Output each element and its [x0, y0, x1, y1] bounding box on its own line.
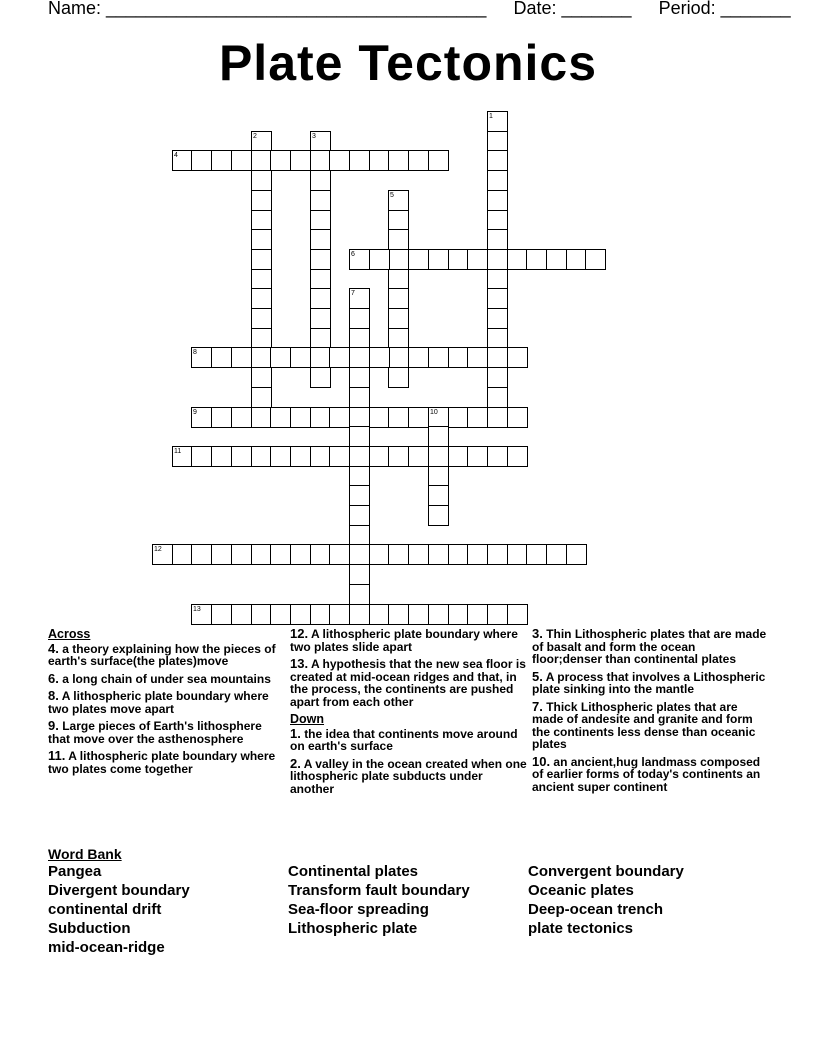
cell-number: 12	[154, 546, 162, 553]
crossword-cell[interactable]	[172, 446, 193, 467]
crossword-cell[interactable]	[191, 347, 212, 368]
word-bank-item: Divergent boundary	[48, 882, 190, 899]
crossword-cell[interactable]	[310, 308, 331, 329]
crossword-cell[interactable]	[349, 347, 370, 368]
crossword-cell[interactable]	[172, 150, 193, 171]
crossword-cell[interactable]	[329, 446, 350, 467]
cell-number: 3	[312, 133, 316, 140]
crossword-cell[interactable]	[349, 485, 370, 506]
crossword-cell[interactable]	[251, 170, 272, 191]
across-heading: Across	[48, 627, 91, 641]
crossword-cell[interactable]	[487, 190, 508, 211]
crossword-cell[interactable]	[487, 347, 508, 368]
crossword-cell[interactable]	[448, 407, 469, 428]
clue-down-3: 3. Thin Lithospheric plates that are made of basalt and form the ocean floor;denser than continental plates	[532, 626, 767, 666]
crossword-cell[interactable]	[487, 308, 508, 329]
crossword-cell[interactable]	[191, 150, 212, 171]
crossword-cell[interactable]	[546, 249, 567, 270]
crossword-cell[interactable]	[349, 604, 370, 625]
crossword-cell[interactable]	[251, 308, 272, 329]
crossword-cell[interactable]	[251, 288, 272, 309]
crossword-cell[interactable]	[310, 150, 331, 171]
crossword-cell[interactable]	[507, 446, 528, 467]
cell-number: 11	[174, 448, 182, 455]
crossword-cell[interactable]	[388, 544, 409, 565]
crossword-cell[interactable]	[369, 544, 390, 565]
crossword-cell[interactable]	[310, 170, 331, 191]
crossword-cell[interactable]	[487, 544, 508, 565]
crossword-cell[interactable]	[310, 544, 331, 565]
word-bank-col2	[288, 862, 470, 938]
crossword-cell[interactable]	[428, 446, 449, 467]
crossword-cell[interactable]	[251, 229, 272, 250]
crossword-cell[interactable]	[487, 269, 508, 290]
crossword-cell[interactable]	[428, 347, 449, 368]
cell-number: 13	[193, 606, 201, 613]
crossword-cell[interactable]	[388, 190, 409, 211]
word-bank-item: Pangea	[48, 863, 102, 880]
crossword-cell[interactable]	[270, 446, 291, 467]
crossword-cell[interactable]	[369, 407, 390, 428]
crossword-cell[interactable]	[487, 604, 508, 625]
crossword-cell[interactable]	[251, 387, 272, 408]
crossword-cell[interactable]	[428, 505, 449, 526]
crossword-cell[interactable]	[211, 150, 232, 171]
crossword-cell[interactable]	[388, 604, 409, 625]
crossword-cell[interactable]	[290, 347, 311, 368]
crossword-cell[interactable]	[428, 407, 449, 428]
cell-number: 2	[253, 133, 257, 140]
crossword-cell[interactable]	[526, 249, 547, 270]
word-bank-item: mid-ocean-ridge	[48, 939, 165, 956]
crossword-cell[interactable]	[251, 269, 272, 290]
crossword-cell[interactable]	[388, 367, 409, 388]
crossword-cell[interactable]	[349, 328, 370, 349]
crossword-cell[interactable]	[526, 544, 547, 565]
crossword-cell[interactable]	[310, 229, 331, 250]
crossword-cell[interactable]	[408, 446, 429, 467]
clue-down-5: 5. A process that involves a Lithospheric plate sinking into the mantle	[532, 668, 766, 696]
crossword-cell[interactable]	[251, 367, 272, 388]
word-bank-item: Subduction	[48, 920, 131, 937]
crossword-cell[interactable]	[349, 249, 370, 270]
crossword-cell[interactable]	[251, 446, 272, 467]
crossword-cell[interactable]	[408, 347, 429, 368]
crossword-cell[interactable]	[349, 446, 370, 467]
crossword-cell[interactable]	[448, 249, 469, 270]
crossword-cell[interactable]	[448, 446, 469, 467]
crossword-cell[interactable]	[388, 328, 409, 349]
crossword-cell[interactable]	[546, 544, 567, 565]
crossword-cell[interactable]	[349, 544, 370, 565]
down-heading: Down	[290, 712, 325, 726]
clue-down-2: 2. A valley in the ocean created when one lithospheric plate subducts under another	[290, 755, 527, 796]
name-field[interactable]: Name: ______________________________________	[48, 0, 487, 18]
crossword-cell[interactable]	[467, 544, 488, 565]
crossword-cell[interactable]	[487, 407, 508, 428]
down-clues-col3	[532, 628, 768, 798]
word-bank-item: Sea-floor spreading	[288, 901, 429, 918]
cell-number: 6	[351, 251, 355, 258]
word-bank-col3	[528, 862, 684, 938]
word-bank-col1	[48, 862, 190, 957]
crossword-cell[interactable]	[231, 407, 252, 428]
crossword-cell[interactable]	[428, 485, 449, 506]
crossword-cell[interactable]	[191, 407, 212, 428]
crossword-cell[interactable]	[487, 210, 508, 231]
clues-col2	[290, 628, 530, 800]
crossword-cell[interactable]	[270, 150, 291, 171]
crossword-cell[interactable]	[467, 249, 488, 270]
crossword-cell[interactable]	[388, 347, 409, 368]
clue-across-6: 6. a long chain of under sea mountains	[48, 670, 271, 686]
crossword-cell[interactable]	[191, 446, 212, 467]
cell-number: 1	[489, 113, 493, 120]
clue-across-11: 11. A lithospheric plate boundary where two plates come together	[48, 748, 276, 776]
crossword-cell[interactable]	[388, 446, 409, 467]
date-field[interactable]: Date: _______	[513, 0, 632, 18]
clue-down-10: 10. an ancient,hug landmass composed of earlier forms of today's continents an ancient super continent	[532, 753, 761, 794]
crossword-cell[interactable]	[310, 446, 331, 467]
crossword-cell[interactable]	[231, 604, 252, 625]
crossword-cell[interactable]	[251, 150, 272, 171]
crossword-cell[interactable]	[369, 150, 390, 171]
crossword-cell[interactable]	[369, 446, 390, 467]
crossword-cell[interactable]	[310, 367, 331, 388]
crossword-cell[interactable]	[310, 604, 331, 625]
clue-across-12: 12. A lithospheric plate boundary where two plates slide apart	[290, 626, 518, 654]
crossword-cell[interactable]	[388, 288, 409, 309]
crossword-cell[interactable]	[329, 604, 350, 625]
crossword-cell[interactable]	[487, 170, 508, 191]
crossword-cell[interactable]	[310, 288, 331, 309]
crossword-cell[interactable]	[231, 544, 252, 565]
crossword-cell[interactable]	[251, 210, 272, 231]
crossword-cell[interactable]	[349, 308, 370, 329]
crossword-cell[interactable]	[152, 544, 173, 565]
crossword-cell[interactable]	[349, 367, 370, 388]
crossword-cell[interactable]	[251, 328, 272, 349]
crossword-cell[interactable]	[487, 111, 508, 132]
crossword-cell[interactable]	[290, 407, 311, 428]
crossword-cell[interactable]	[408, 544, 429, 565]
crossword-cell[interactable]	[388, 210, 409, 231]
cell-number: 7	[351, 290, 355, 297]
crossword-cell[interactable]	[487, 367, 508, 388]
crossword-cell[interactable]	[349, 150, 370, 171]
crossword-cell[interactable]	[388, 269, 409, 290]
crossword-cell[interactable]	[349, 564, 370, 585]
crossword-cell[interactable]	[428, 466, 449, 487]
crossword-cell[interactable]	[487, 328, 508, 349]
cell-number: 10	[430, 409, 438, 416]
word-bank-item: Transform fault boundary	[288, 882, 470, 899]
crossword-cell[interactable]	[211, 407, 232, 428]
crossword-cell[interactable]	[566, 249, 587, 270]
crossword-cell[interactable]	[369, 249, 390, 270]
crossword-cell[interactable]	[290, 604, 311, 625]
crossword-cell[interactable]	[270, 347, 291, 368]
word-bank-item: Deep-ocean trench	[528, 901, 664, 918]
crossword-cell[interactable]	[329, 544, 350, 565]
clue-down-1: 1. the idea that continents move around on earth's surface	[290, 725, 518, 753]
page-title: Plate Tectonics	[218, 35, 598, 91]
crossword-cell[interactable]	[507, 347, 528, 368]
crossword-cell[interactable]	[349, 505, 370, 526]
crossword-cell[interactable]	[408, 249, 429, 270]
crossword-cell[interactable]	[349, 466, 370, 487]
crossword-cell[interactable]	[507, 249, 528, 270]
crossword-cell[interactable]	[369, 347, 390, 368]
crossword-cell[interactable]	[507, 544, 528, 565]
clue-across-4: 4. a theory explaining how the pieces of earth's surface(the plates)move	[48, 640, 276, 668]
crossword-cell[interactable]	[310, 210, 331, 231]
crossword-cell[interactable]	[251, 190, 272, 211]
crossword-cell[interactable]	[349, 407, 370, 428]
crossword-cell[interactable]	[231, 150, 252, 171]
crossword-cell[interactable]	[428, 544, 449, 565]
crossword-cell[interactable]	[270, 544, 291, 565]
crossword-cell[interactable]	[467, 604, 488, 625]
crossword-cell[interactable]	[191, 544, 212, 565]
crossword-cell[interactable]	[172, 544, 193, 565]
crossword-cell[interactable]	[448, 347, 469, 368]
crossword-cell[interactable]	[408, 150, 429, 171]
crossword-cell[interactable]	[310, 190, 331, 211]
crossword-cell[interactable]	[251, 544, 272, 565]
crossword-cell[interactable]	[388, 407, 409, 428]
crossword-cell[interactable]	[211, 347, 232, 368]
cell-number: 5	[390, 192, 394, 199]
word-bank-item: Lithospheric plate	[288, 920, 418, 937]
crossword-cell[interactable]	[251, 249, 272, 270]
across-clues-col1	[48, 628, 276, 780]
crossword-cell[interactable]	[566, 544, 587, 565]
crossword-cell[interactable]	[290, 544, 311, 565]
crossword-cell[interactable]	[408, 604, 429, 625]
crossword-cell[interactable]	[329, 150, 350, 171]
crossword-cell[interactable]	[428, 426, 449, 447]
clue-across-9: 9. Large pieces of Earth's lithosphere that move over the asthenosphere	[48, 718, 262, 746]
cell-number: 9	[193, 409, 197, 416]
crossword-cell[interactable]	[388, 249, 409, 270]
crossword-cell[interactable]	[487, 446, 508, 467]
crossword-cell[interactable]	[507, 604, 528, 625]
word-bank-item: Oceanic plates	[528, 882, 634, 899]
crossword-cell[interactable]	[467, 407, 488, 428]
period-field[interactable]: Period: _______	[658, 0, 791, 18]
crossword-cell[interactable]	[251, 407, 272, 428]
cell-number: 4	[174, 152, 178, 159]
crossword-cell[interactable]	[191, 604, 212, 625]
crossword-cell[interactable]	[349, 288, 370, 309]
crossword-cell[interactable]	[388, 150, 409, 171]
crossword-cell[interactable]	[388, 308, 409, 329]
crossword-cell[interactable]	[349, 426, 370, 447]
crossword-cell[interactable]	[211, 544, 232, 565]
clue-down-7: 7. Thick Lithospheric plates that are made of andesite and granite and form the continents less dense than oceanic plates	[532, 698, 756, 751]
clue-across-13: 13. A hypothesis that the new sea floor is created at mid-ocean ridges and that, in the process, the continents are pushed apart from each other	[290, 656, 526, 709]
crossword-cell[interactable]	[310, 347, 331, 368]
word-bank-heading: Word Bank	[48, 846, 122, 862]
crossword-cell[interactable]	[310, 407, 331, 428]
word-bank-item: Convergent boundary	[528, 863, 684, 880]
crossword-cell[interactable]	[585, 249, 606, 270]
crossword-cell[interactable]	[310, 249, 331, 270]
crossword-cell[interactable]	[428, 150, 449, 171]
crossword-cell[interactable]	[310, 328, 331, 349]
crossword-cell[interactable]	[211, 446, 232, 467]
crossword-cell[interactable]	[507, 407, 528, 428]
crossword-cell[interactable]	[369, 604, 390, 625]
crossword-cell[interactable]	[231, 446, 252, 467]
crossword-cell[interactable]	[310, 269, 331, 290]
word-bank-item: continental drift	[48, 901, 162, 918]
crossword-cell[interactable]	[270, 604, 291, 625]
crossword-cell[interactable]	[290, 150, 311, 171]
crossword-cell[interactable]	[467, 347, 488, 368]
crossword-cell[interactable]	[428, 249, 449, 270]
crossword-cell[interactable]	[211, 604, 232, 625]
crossword-cell[interactable]	[251, 347, 272, 368]
crossword-cell[interactable]	[251, 131, 272, 152]
crossword-cell[interactable]	[329, 347, 350, 368]
crossword-cell[interactable]	[448, 544, 469, 565]
crossword-cell[interactable]	[467, 446, 488, 467]
crossword-cell[interactable]	[310, 131, 331, 152]
word-bank-item: plate tectonics	[528, 920, 634, 937]
crossword-cell[interactable]	[487, 288, 508, 309]
crossword-cell[interactable]	[487, 131, 508, 152]
crossword-cell[interactable]	[251, 604, 272, 625]
crossword-cell[interactable]	[408, 407, 429, 428]
crossword-cell[interactable]	[349, 387, 370, 408]
crossword-cell[interactable]	[487, 249, 508, 270]
crossword-cell[interactable]	[290, 446, 311, 467]
crossword-cell[interactable]	[231, 347, 252, 368]
crossword-cell[interactable]	[270, 407, 291, 428]
crossword-cell[interactable]	[388, 229, 409, 250]
crossword-cell[interactable]	[448, 604, 469, 625]
crossword-cell[interactable]	[487, 229, 508, 250]
cell-number: 8	[193, 349, 197, 356]
clue-across-8: 8. A lithospheric plate boundary where two plates move apart	[48, 688, 269, 716]
crossword-cell[interactable]	[487, 387, 508, 408]
crossword-cell[interactable]	[428, 604, 449, 625]
word-bank-item: Continental plates	[288, 863, 419, 880]
crossword-cell[interactable]	[349, 525, 370, 546]
crossword-cell[interactable]	[349, 584, 370, 605]
crossword-cell[interactable]	[329, 407, 350, 428]
crossword-cell[interactable]	[487, 150, 508, 171]
